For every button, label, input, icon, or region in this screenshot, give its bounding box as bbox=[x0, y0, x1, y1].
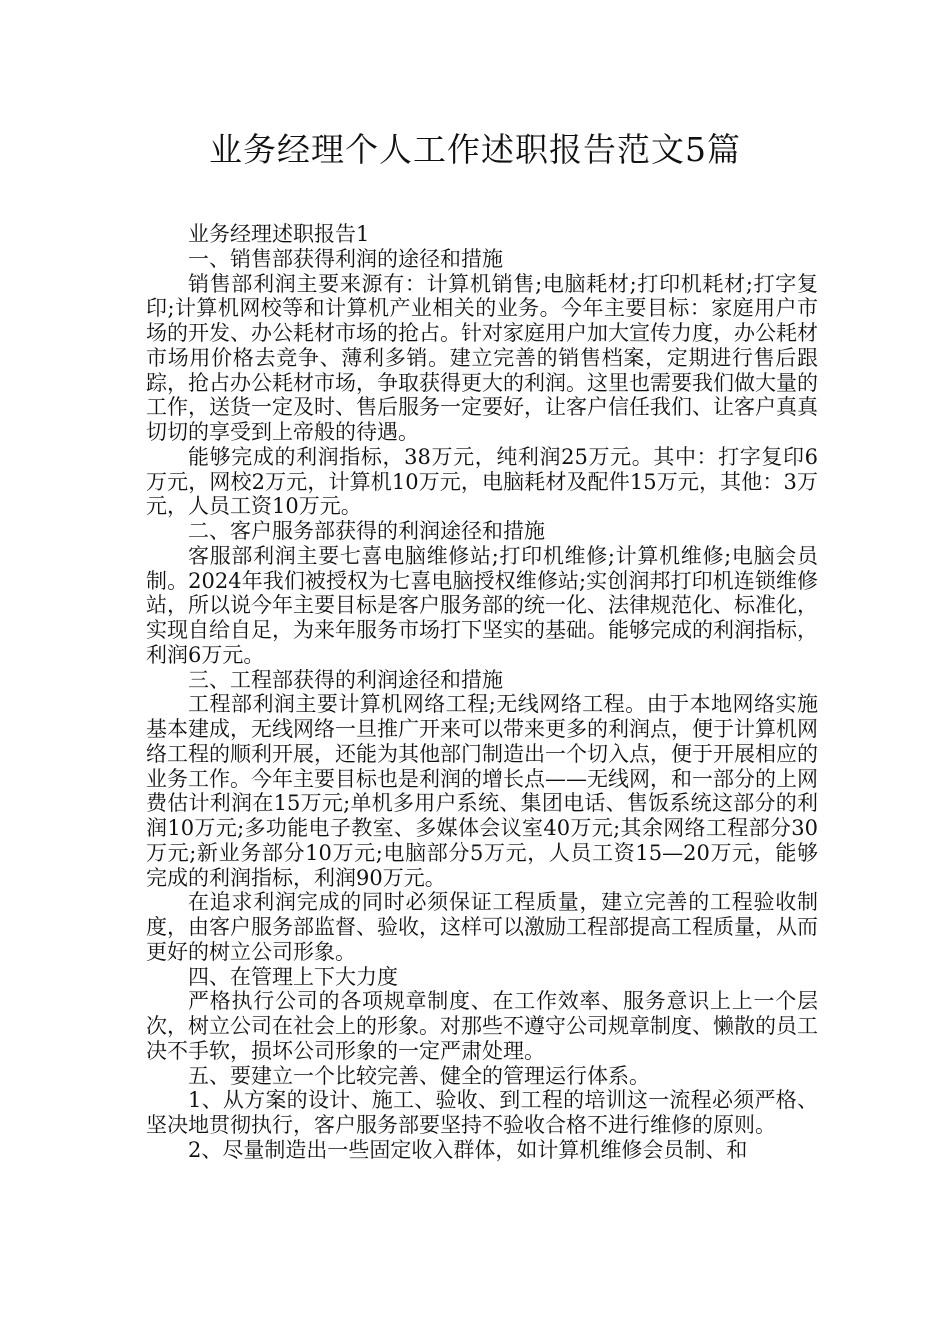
report-heading: 业务经理述职报告1 bbox=[188, 222, 370, 246]
document-body bbox=[146, 222, 818, 1163]
section-heading-4: 四、在管理上下大力度 bbox=[188, 964, 398, 989]
paragraph: 销售部利润主要来源有：计算机销售;电脑耗材;打印机耗材;打字复印;计算机网校等和计算机产业相关的业务。今年主要目标：家庭用户市场的开发、办公耗材市场的抢占。针对家庭用户加大宣传力度，办公耗材市场用价格去竞争、薄利多销。建立完善的销售档案，定期进行售后跟踪，抢占办公耗材市场，争取获得更大的利润。这里也需要我们做大量的工作，送货一定及时、售后服务一定要好，让客户信任我们、让客户真真切切的享受到上帝般的待遇。 bbox=[146, 271, 818, 444]
list-item: 2、尽量制造出一些固定收入群体，如计算机维修会员制、和 bbox=[188, 1137, 748, 1162]
section-heading-1: 一、销售部获得利润的途径和措施 bbox=[188, 246, 503, 271]
section-heading-3: 三、工程部获得的利润途径和措施 bbox=[188, 667, 503, 692]
section-heading-2: 二、客户服务部获得的利润途径和措施 bbox=[188, 519, 545, 543]
paragraph: 在追求利润完成的同时必须保证工程质量，建立完善的工程验收制度，由客户服务部监督、验收，这样可以激励工程部提高工程质量，从而更好的树立公司形象。 bbox=[146, 890, 818, 964]
document-title: 业务经理个人工作述职报告范文5篇 bbox=[209, 130, 741, 169]
paragraph: 客服部利润主要七喜电脑维修站;打印机维修;计算机维修;电脑会员制。2024年我们被授权为七喜电脑授权维修站;实创润邦打印机连锁维修站，所以说今年主要目标是客户服务部的统一化、法律规范化、标准化，实现自给自足，为来年服务市场打下坚实的基础。能够完成的利润指标，利润6万元。 bbox=[146, 543, 818, 667]
paragraph: 能够完成的利润指标，38万元，纯利润25万元。其中：打字复印6万元，网校2万元，计算机10万元，电脑耗材及配件15万元，其他：3万元，人员工资10万元。 bbox=[146, 444, 818, 519]
section-heading-5: 五、要建立一个比较完善、健全的管理运行体系。 bbox=[188, 1063, 650, 1088]
paragraph: 严格执行公司的各项规章制度、在工作效率、服务意识上上一个层次，树立公司在社会上的形象。对那些不遵守公司规章制度、懒散的员工决不手软，损坏公司形象的一定严肃处理。 bbox=[146, 989, 818, 1063]
list-item: 1、从方案的设计、施工、验收、到工程的培训这一流程必须严格、坚决地贯彻执行，客户服务部要坚持不验收合格不进行维修的原则。 bbox=[146, 1088, 818, 1137]
paragraph: 工程部利润主要计算机网络工程;无线网络工程。由于本地网络实施基本建成，无线网络一旦推广开来可以带来更多的利润点，便于计算机网络工程的顺利开展，还能为其他部门制造出一个切入点，便于开展相应的业务工作。今年主要目标也是利润的增长点——无线网，和一部分的上网费估计利润在15万元;单机多用户系统、集团电话、售饭系统这部分的利润10万元;多功能电子教室、多媒体会议室40万元;其余网络工程部分30万元;新业务部分10万元;电脑部分5万元，人员工资15—20万元，能够完成的利润指标，利润90万元。 bbox=[146, 692, 818, 890]
